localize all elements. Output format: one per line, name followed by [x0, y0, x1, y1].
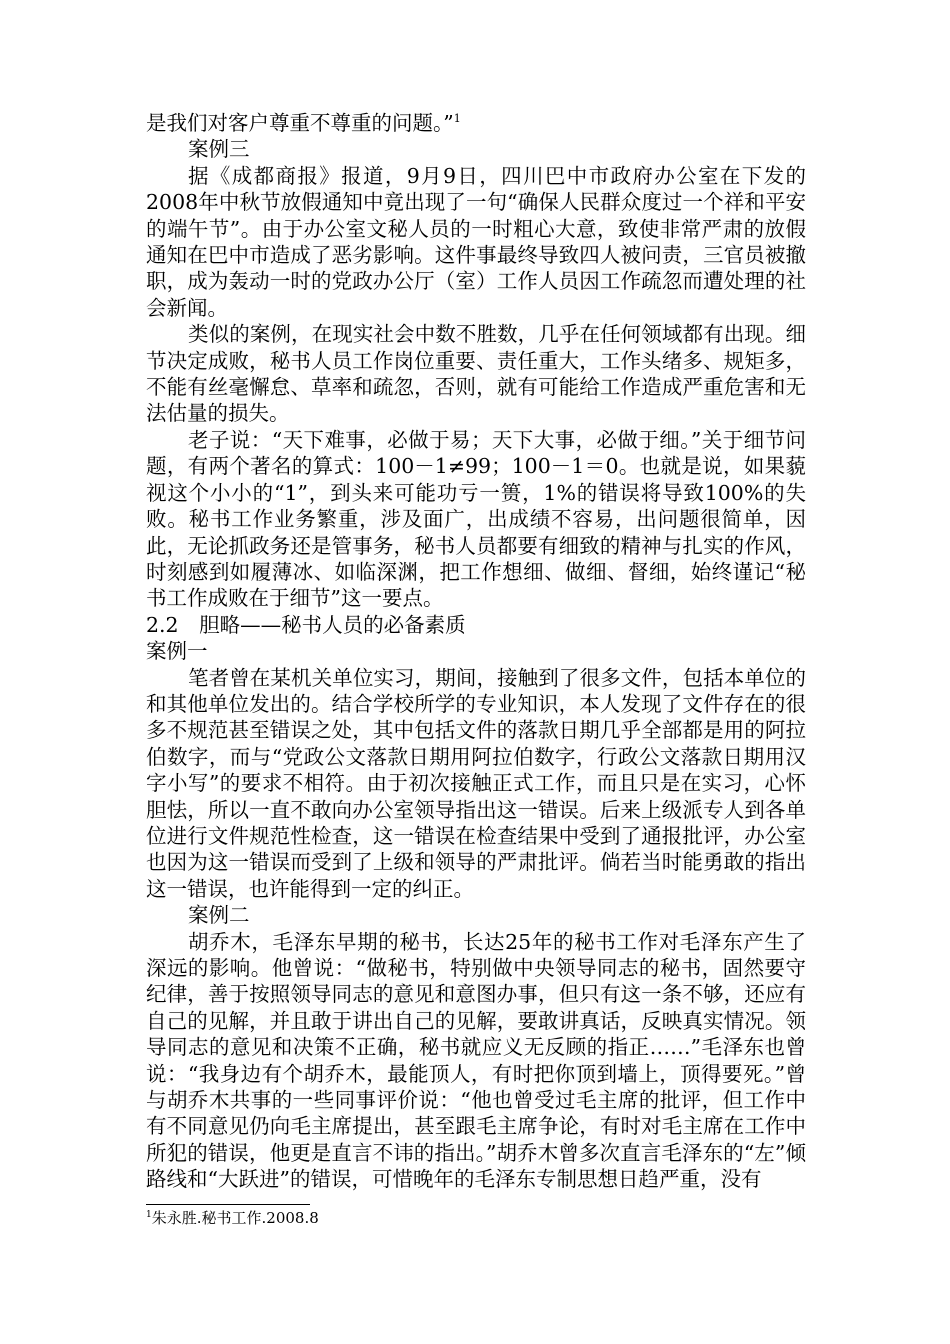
- footnote-reference[interactable]: 1: [453, 112, 461, 126]
- footnote-text: 朱永胜.秘书工作.2008.8: [151, 1209, 319, 1227]
- paragraph: 笔者曾在某机关单位实习，期间，接触到了很多文件，包括本单位的和其他单位发出的。结合学校所学的专业知识，本人发现了文件存在的很多不规范甚至错误之处，其中包括文件的落款日期几乎全部都是用的阿拉伯数字，而与“党政公文落款日期用阿拉伯数字，行政公文落款日期用汉字小写”的要求不相符。由于初次接触正式工作，而且只是在实习，心怀胆怯，所以一直不敢向办公室领导指出这一错误。后来上级派专人到各单位进行文件规范性检查，这一错误在检查结果中受到了通报批评，办公室也因为这一错误而受到了上级和领导的严肃批评。倘若当时能勇敢的指出这一错误，也许能得到一定的纠正。: [146, 665, 806, 901]
- section-heading: 2.2 胆略——秘书人员的必备素质: [146, 612, 466, 637]
- footnote: [146, 1208, 319, 1228]
- case-label: 案例一: [146, 639, 208, 664]
- paragraph: 胡乔木，毛泽东早期的秘书，长达25年的秘书工作对毛泽东产生了深远的影响。他曾说：“做秘书，特别做中央领导同志的秘书，固然要守纪律，善于按照领导同志的意见和意图办事，但只有这一条不够，还应有自己的见解，并且敢于讲出自己的见解，要敢讲真话，反映真实情况。领导同志的意见和决策不正确，秘书就应义无反顾的指正……”毛泽东也曾说：“我身边有个胡乔木，最能顶人，有时把你顶到墙上，顶得要死。”曾与胡乔木共事的一些同事评价说：“他也曾受过毛主席的批评，但工作中有不同意见仍向毛主席提出，甚至跟毛主席争论，有时对毛主席在工作中所犯的错误，他更是直言不讳的指出。”胡乔木曾多次直言毛泽东的“左”倾路线和“大跃进”的错误，可惜晚年的毛泽东专制思想日趋严重，没有: [146, 929, 806, 1192]
- document-body: [146, 110, 806, 1193]
- footnote-divider: [146, 1204, 310, 1205]
- paragraph-text: 是我们对客户尊重不尊重的问题。”: [146, 111, 454, 135]
- paragraph: 类似的案例，在现实社会中数不胜数，几乎在任何领域都有出现。细节决定成败，秘书人员工作岗位重要、责任重大，工作头绪多、规矩多，不能有丝毫懈怠、草率和疏忽，否则，就有可能给工作造成严重危害和无法估量的损失。: [146, 322, 806, 426]
- paragraph: 据《成都商报》报道，9月9日，四川巴中市政府办公室在下发的2008年中秋节放假通知中竟出现了一句“确保人民群众度过一个祥和平安的端午节”。由于办公室文秘人员的一时粗心大意，致使非常严肃的放假通知在巴中市造成了恶劣影响。这件事最终导致四人被问责，三官员被撤职，成为轰动一时的党政办公厅（室）工作人员因工作疏忽而遭处理的社会新闻。: [146, 163, 806, 320]
- paragraph: 老子说：“天下难事，必做于易；天下大事，必做于细。”关于细节问题，有两个著名的算式：100－1≠99；100－1＝0。也就是说，如果藐视这个小小的“1”，到头来可能功亏一篑，1%的错误将导致100%的失败。秘书工作业务繁重，涉及面广，出成绩不容易，出问题很简单，因此，无论抓政务还是管事务，秘书人员都要有细致的精神与扎实的作风，时刻感到如履薄冰、如临深渊，把工作想细、做细、督细，始终谨记“秘书工作成败在于细节”这一要点。: [146, 427, 806, 611]
- footnote-marker: 1: [146, 1210, 152, 1220]
- case-label: 案例二: [188, 903, 250, 928]
- paragraph-continuation: [146, 110, 806, 136]
- case-label: 案例三: [188, 137, 250, 162]
